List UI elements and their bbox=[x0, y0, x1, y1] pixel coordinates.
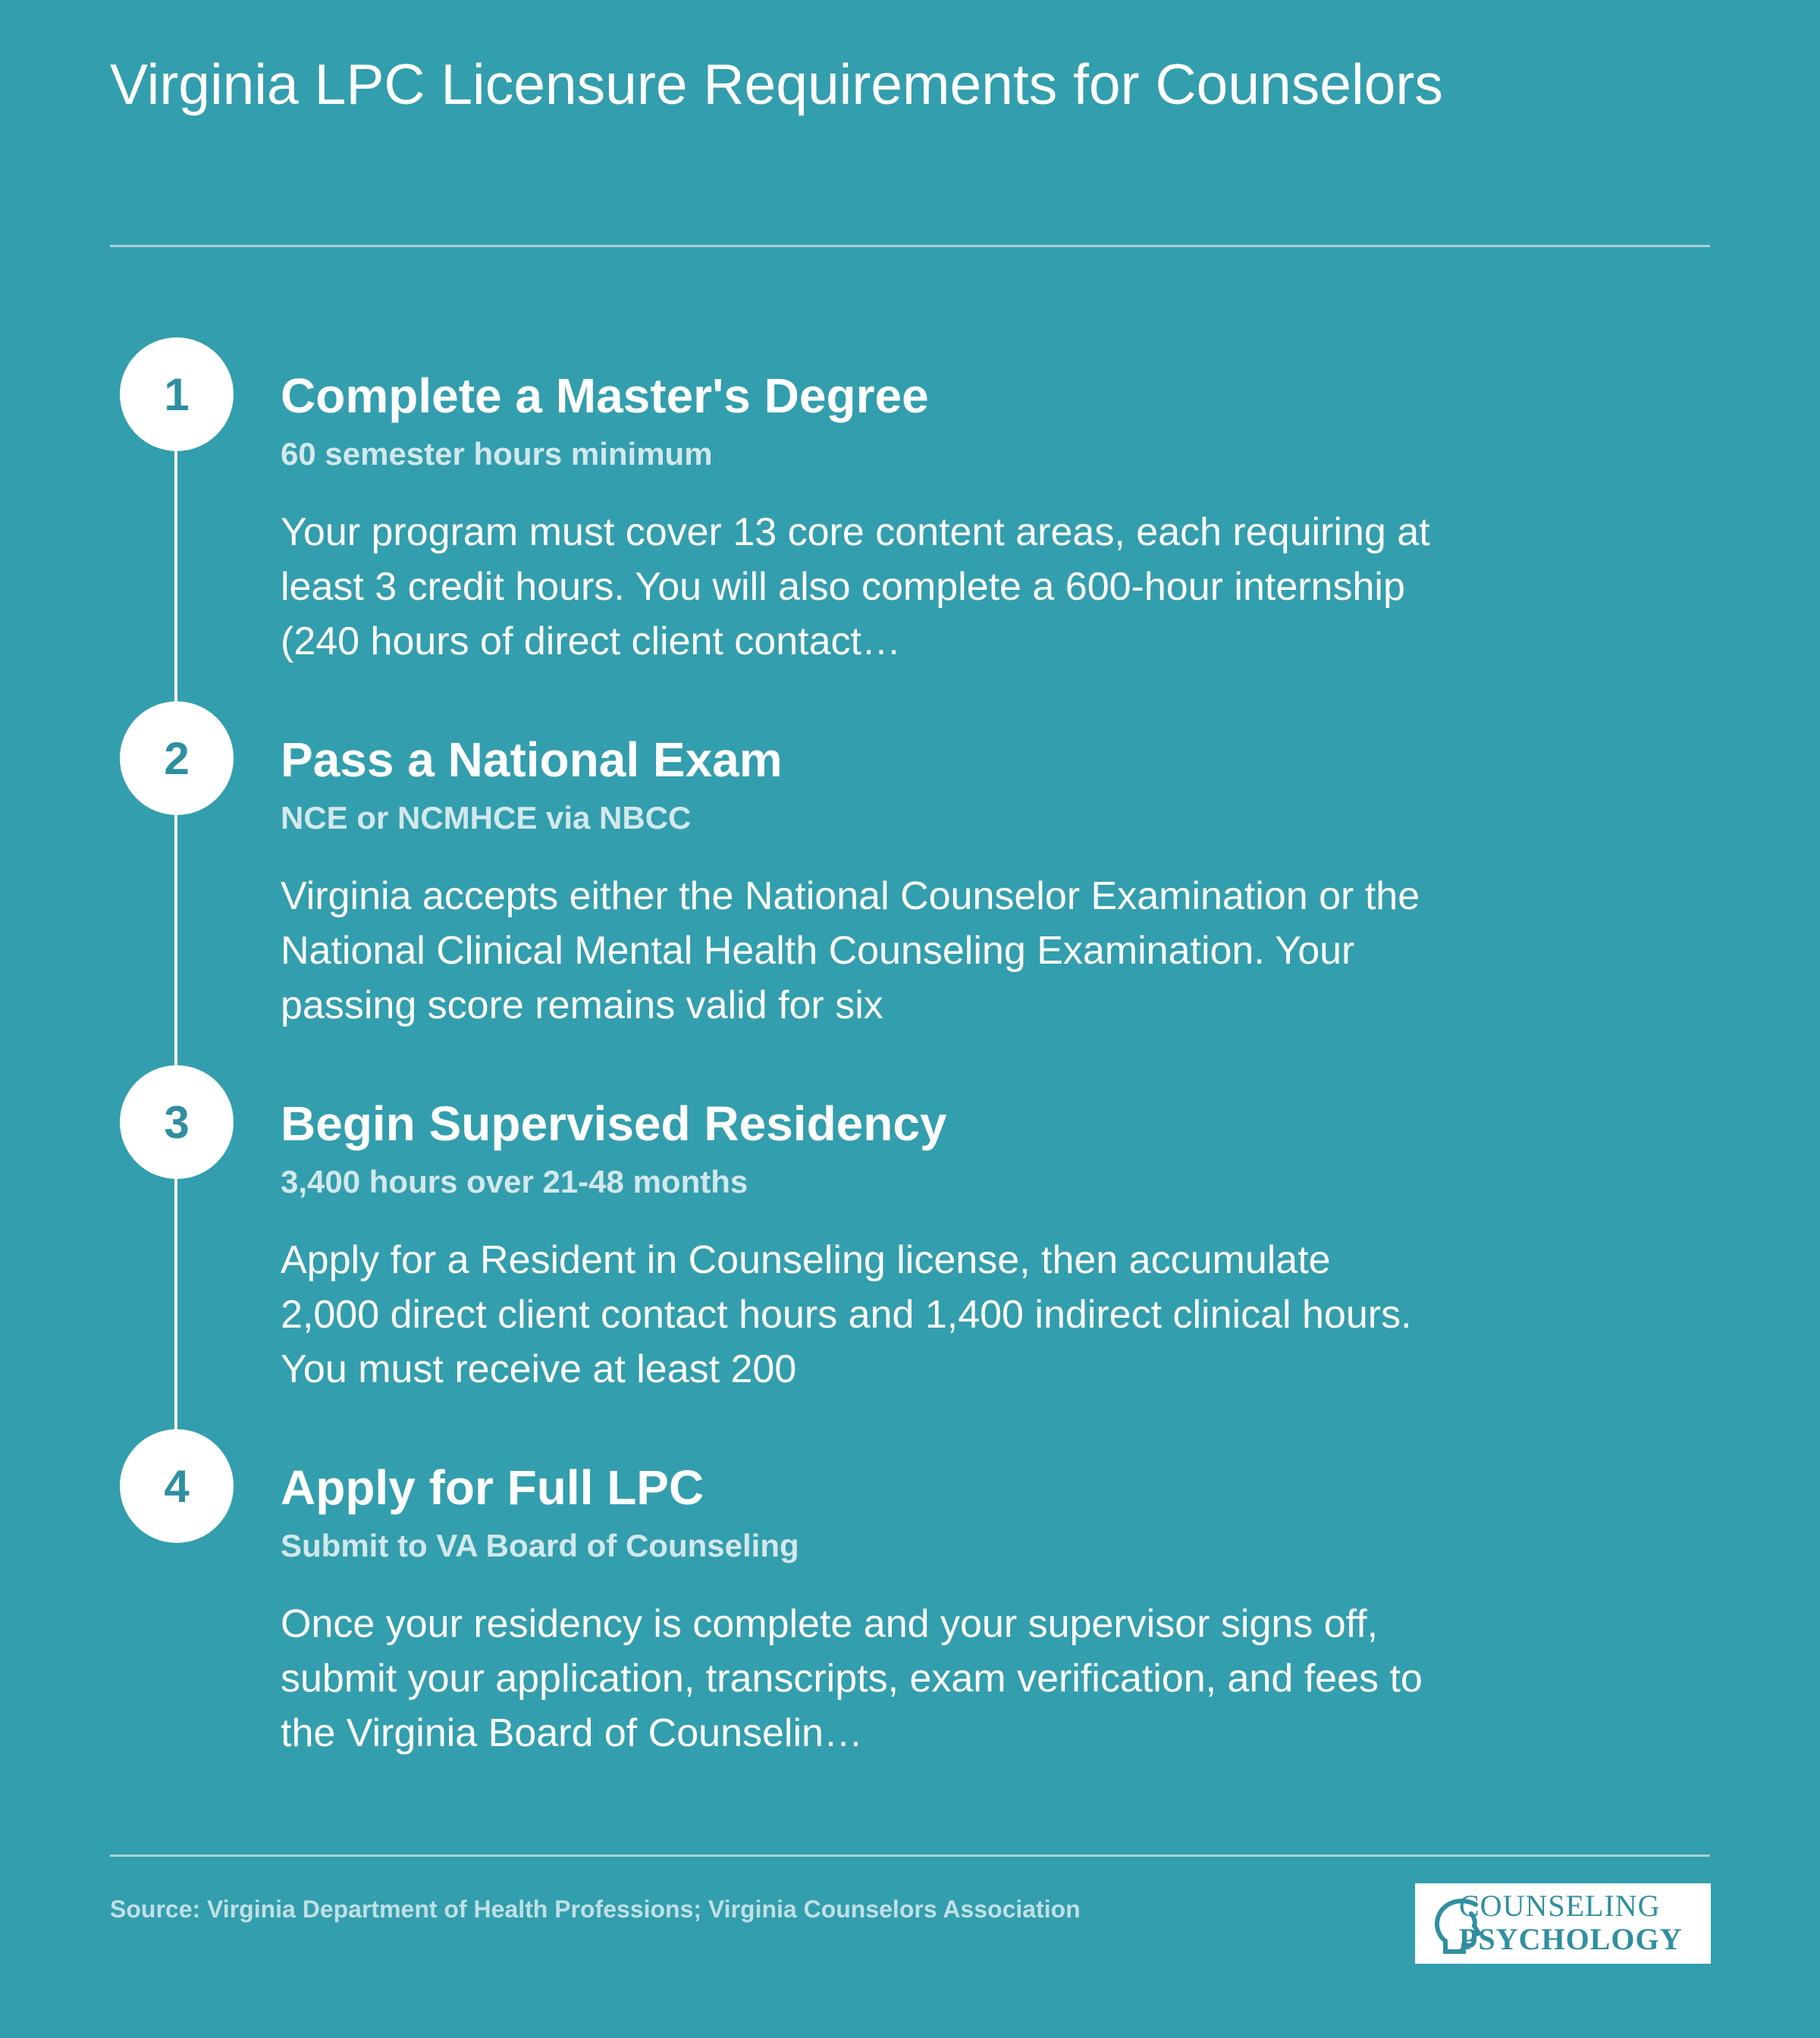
step-1 bbox=[281, 365, 1448, 669]
timeline-line bbox=[174, 394, 177, 1509]
step-1-title: Complete a Master's Degree bbox=[281, 368, 929, 423]
step-2-body: Virginia accepts either the National Counselor Examination or the National Clinical Mental Health Counseling Examination. Your passing score remains valid for six bbox=[281, 874, 1420, 1027]
logo-line-1: COUNSELING bbox=[1459, 1889, 1661, 1923]
step-3-title: Begin Supervised Residency bbox=[281, 1096, 947, 1151]
step-4-body: Once your residency is complete and your supervisor signs off, submit your application, transcripts, exam verification, and fees to the Virginia Board of Counselin… bbox=[281, 1602, 1423, 1755]
step-3-body: Apply for a Resident in Counseling license, then accumulate 2,000 direct client contact hours and 1,400 indirect clinical hours. You must receive at least 200 bbox=[281, 1238, 1412, 1391]
step-3-number-badge: 3 bbox=[120, 1065, 234, 1179]
counseling-psychology-logo bbox=[1415, 1883, 1711, 1964]
step-3-subtitle: 3,400 hours over 21-48 months bbox=[281, 1164, 748, 1199]
step-2-subtitle: NCE or NCMHCE via NBCC bbox=[281, 800, 692, 836]
footer-divider bbox=[110, 1855, 1710, 1857]
step-4-number-badge: 4 bbox=[120, 1429, 234, 1543]
source-citation: Source: Virginia Department of Health Professions; Virginia Counselors Association bbox=[110, 1895, 1081, 1923]
step-4-title: Apply for Full LPC bbox=[281, 1460, 704, 1515]
step-1-number-badge: 1 bbox=[120, 337, 234, 451]
header-divider bbox=[110, 245, 1710, 247]
step-1-body: Your program must cover 13 core content areas, each requiring at least 3 credit hours. You will also complete a 600-hour internship (240 hours of direct client contact… bbox=[281, 510, 1430, 663]
step-2 bbox=[281, 729, 1448, 1033]
step-3 bbox=[281, 1093, 1448, 1397]
step-2-number-badge: 2 bbox=[120, 701, 234, 815]
step-4-subtitle: Submit to VA Board of Counseling bbox=[281, 1528, 799, 1563]
step-2-title: Pass a National Exam bbox=[281, 732, 783, 787]
page-title: Virginia LPC Licensure Requirements for Counselors bbox=[110, 52, 1443, 116]
step-1-subtitle: 60 semester hours minimum bbox=[281, 436, 713, 472]
step-4 bbox=[281, 1457, 1448, 1761]
logo-line-2: PSYCHOLOGY bbox=[1459, 1922, 1683, 1956]
